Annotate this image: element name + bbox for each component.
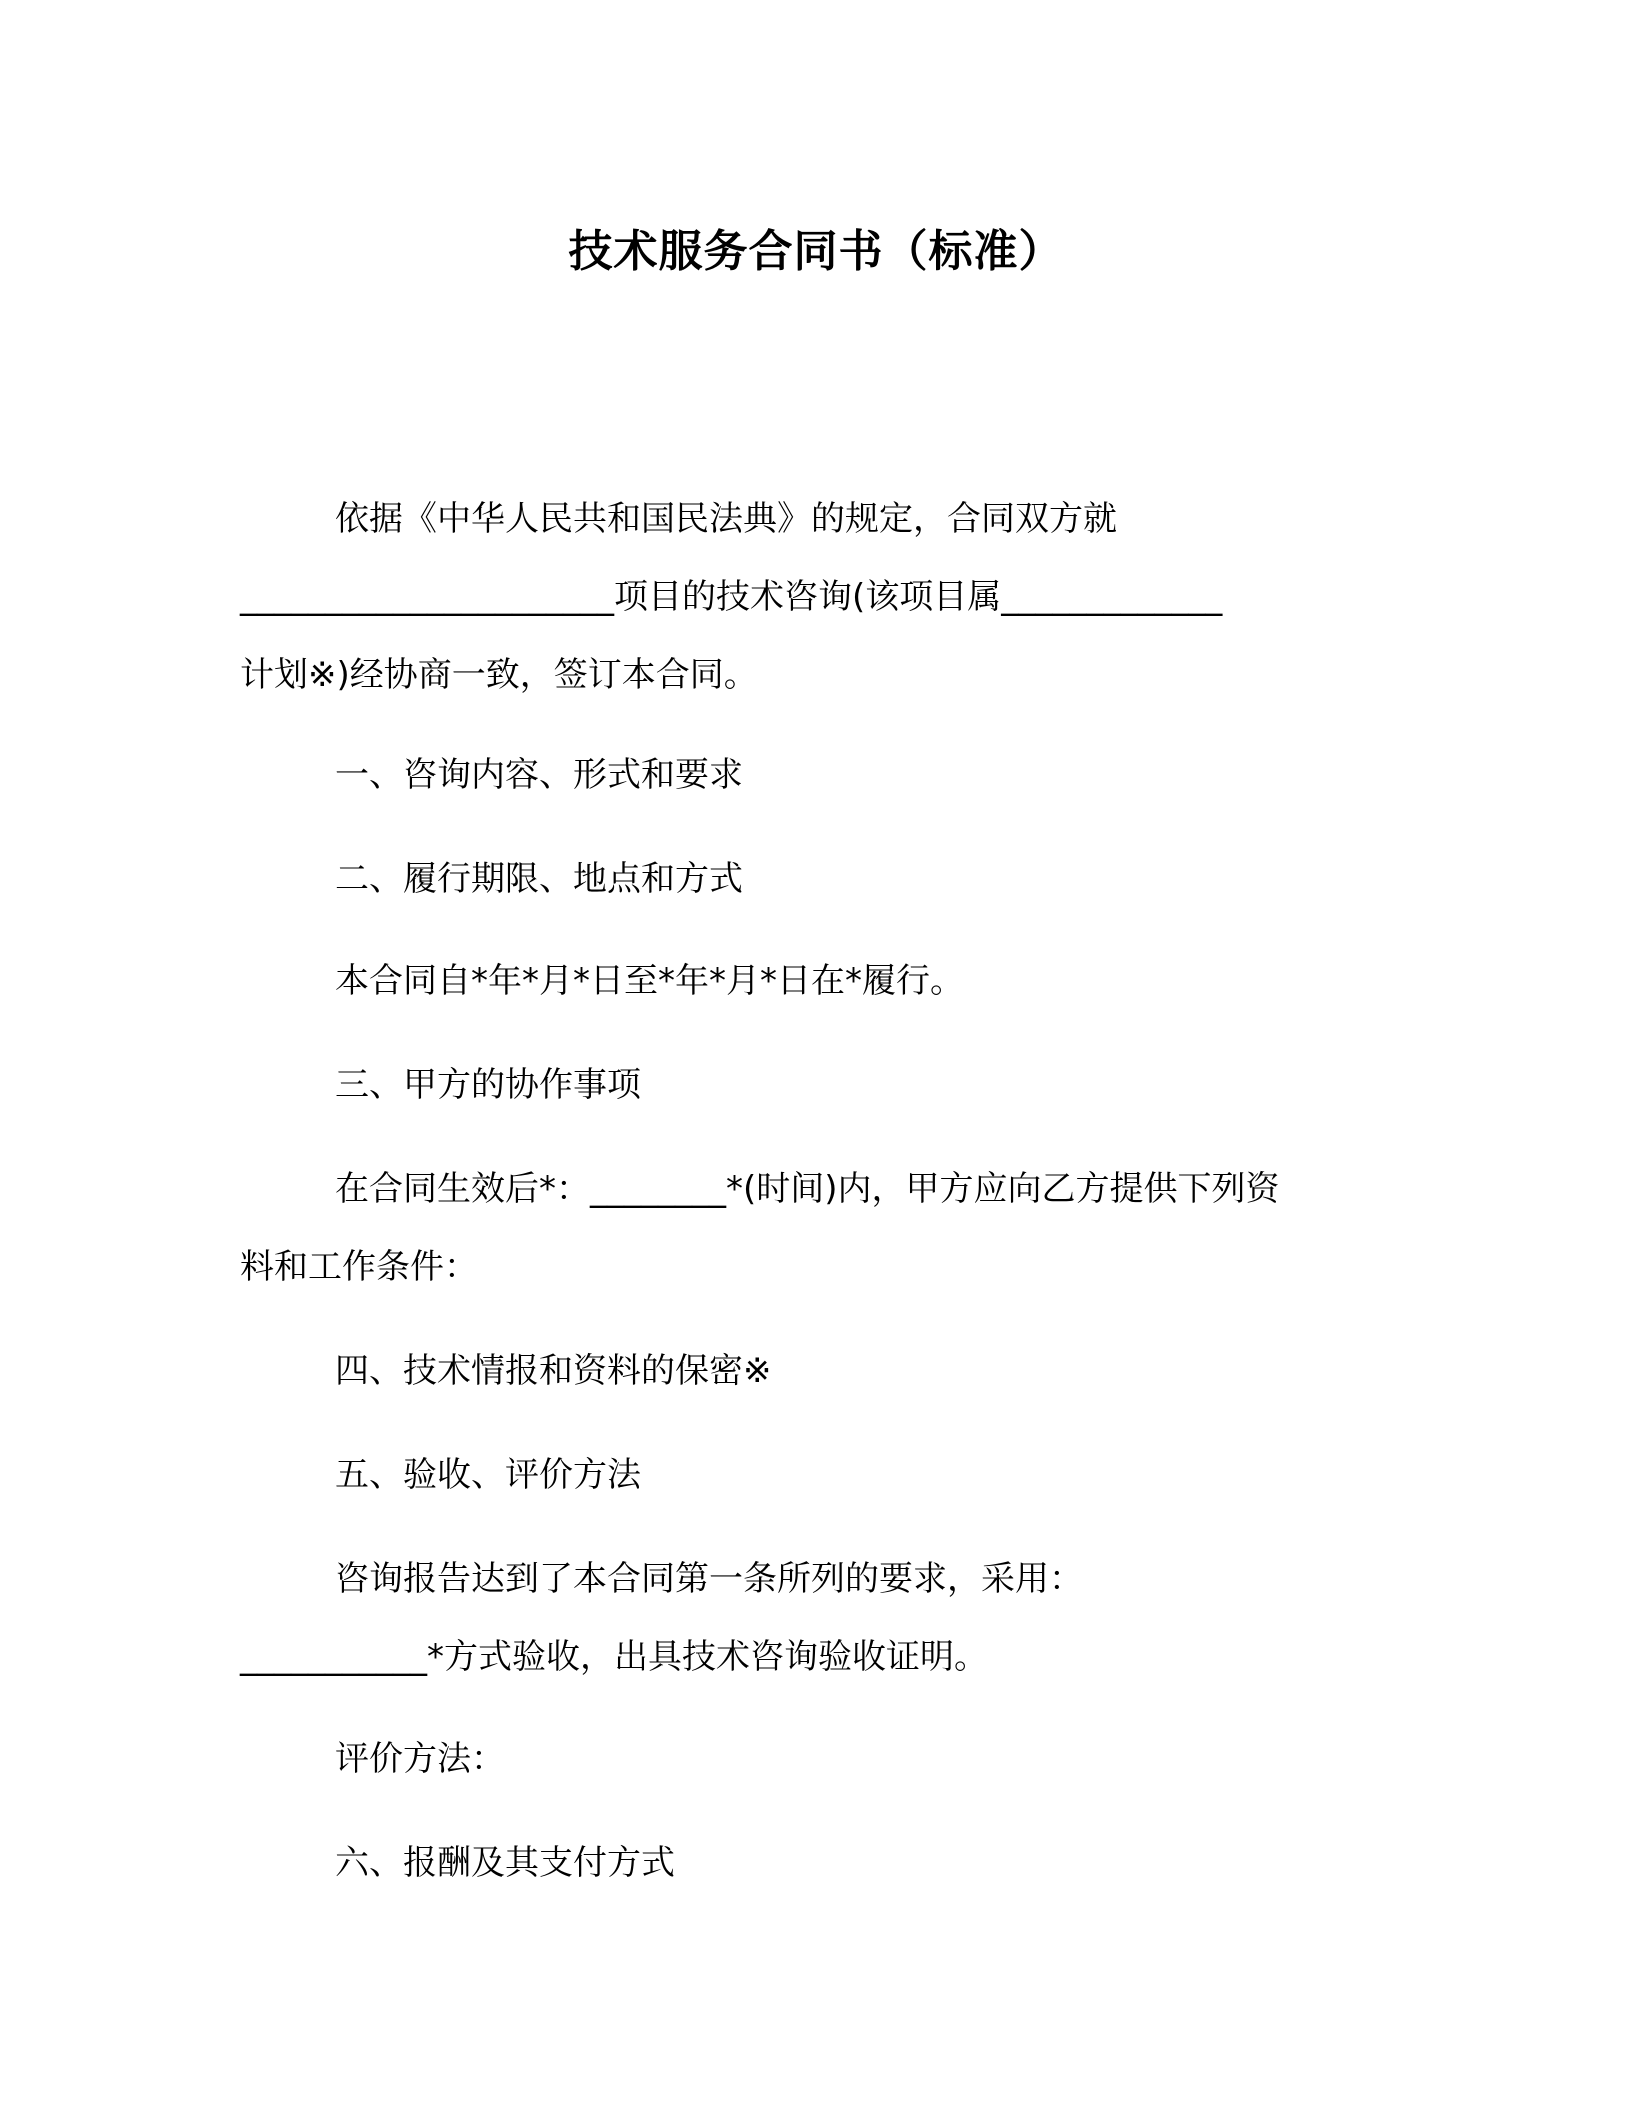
section-5-line-1: 咨询报告达到了本合同第一条所列的要求，采用：	[335, 1559, 1083, 1599]
section-1-heading: 一、咨询内容、形式和要求	[335, 755, 743, 795]
preamble-line-2: ______________________项目的技术咨询(该项目属_____________	[240, 577, 1223, 617]
section-5-paragraph	[240, 1540, 1392, 1696]
section-5-line-2: ___________*方式验收，出具技术咨询验收证明。	[240, 1637, 988, 1677]
section-3-heading: 三、甲方的协作事项	[335, 1065, 641, 1105]
section-5-heading: 五、验收、评价方法	[335, 1455, 641, 1495]
preamble-line-1: 依据《中华人民共和国民法典》的规定，合同双方就	[335, 499, 1117, 539]
section-3-line-1: 在合同生效后*：________*(时间)内，甲方应向乙方提供下列资	[335, 1169, 1280, 1209]
section-3-line-2: 料和工作条件：	[240, 1247, 478, 1287]
preamble-paragraph	[240, 480, 1392, 714]
section-4-heading: 四、技术情报和资料的保密※	[335, 1351, 772, 1391]
section-5-evaluation: 评价方法：	[335, 1739, 505, 1779]
section-2-heading: 二、履行期限、地点和方式	[335, 859, 743, 899]
document-title: 技术服务合同书（标准）	[568, 226, 1064, 277]
section-2-text: 本合同自*年*月*日至*年*月*日在*履行。	[335, 961, 964, 1001]
preamble-line-3: 计划※)经协商一致，签订本合同。	[240, 655, 758, 695]
section-3-paragraph	[240, 1150, 1392, 1306]
section-6-heading: 六、报酬及其支付方式	[335, 1843, 675, 1883]
